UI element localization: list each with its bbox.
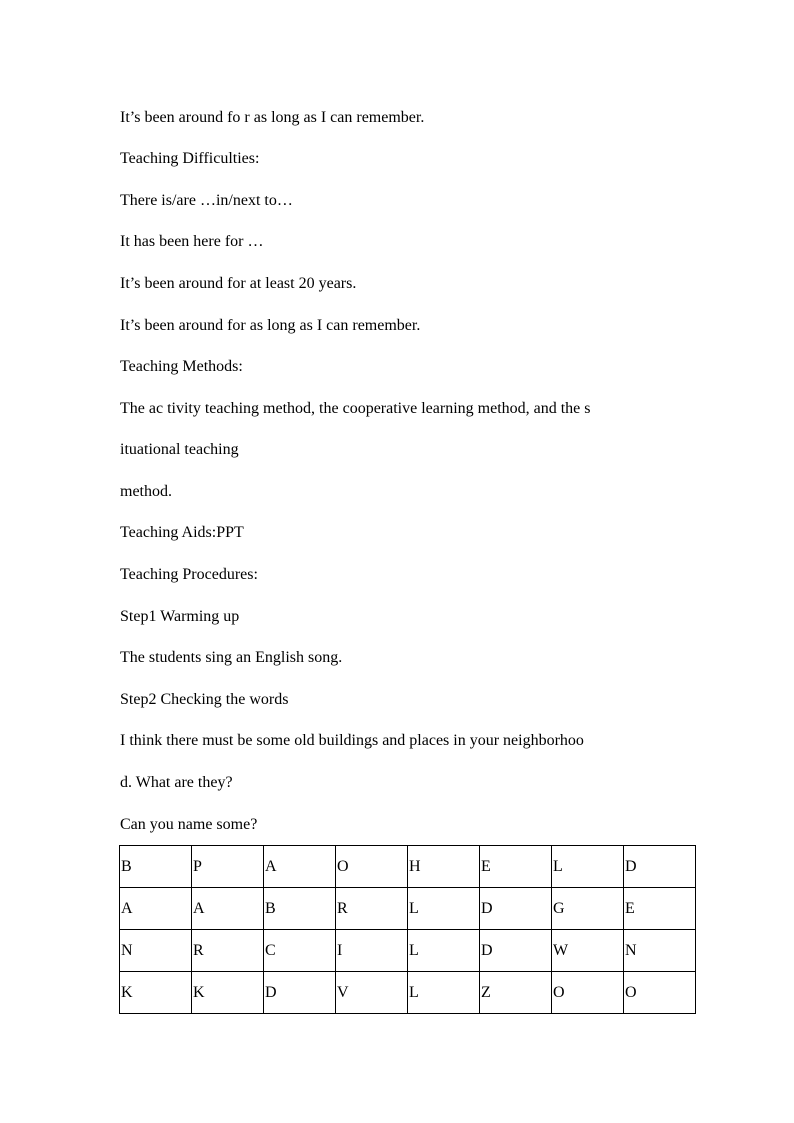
table-cell: A bbox=[192, 888, 264, 930]
table-cell: P bbox=[192, 846, 264, 888]
table-cell: O bbox=[552, 972, 624, 1014]
table-cell: D bbox=[480, 930, 552, 972]
text-line: The students sing an English song. bbox=[120, 649, 343, 666]
text-line: It’s been around fo r as long as I can remember. bbox=[120, 109, 425, 126]
table-cell: I bbox=[336, 930, 408, 972]
table-cell: N bbox=[624, 930, 696, 972]
text-line: It has been here for … bbox=[120, 233, 264, 250]
table-cell: K bbox=[192, 972, 264, 1014]
heading-teaching-methods: Teaching Methods: bbox=[120, 358, 243, 375]
table-row bbox=[120, 888, 696, 930]
table-cell: D bbox=[624, 846, 696, 888]
table-cell: K bbox=[120, 972, 192, 1014]
table-cell: L bbox=[408, 972, 480, 1014]
letter-grid-table bbox=[119, 845, 696, 1014]
table-cell: B bbox=[120, 846, 192, 888]
heading-teaching-difficulties: Teaching Difficulties: bbox=[120, 150, 260, 167]
table-cell: E bbox=[480, 846, 552, 888]
table-cell: N bbox=[120, 930, 192, 972]
table-cell: H bbox=[408, 846, 480, 888]
table-row bbox=[120, 846, 696, 888]
step-heading: Step2 Checking the words bbox=[120, 691, 289, 708]
table-cell: W bbox=[552, 930, 624, 972]
table-cell: A bbox=[264, 846, 336, 888]
table-cell: R bbox=[336, 888, 408, 930]
table-cell: L bbox=[552, 846, 624, 888]
heading-teaching-aids: Teaching Aids:PPT bbox=[120, 524, 244, 541]
table-cell: E bbox=[624, 888, 696, 930]
step-heading: Step1 Warming up bbox=[120, 608, 240, 625]
text-line: There is/are …in/next to… bbox=[120, 192, 293, 209]
table-row bbox=[120, 930, 696, 972]
table-cell: R bbox=[192, 930, 264, 972]
table-cell: D bbox=[264, 972, 336, 1014]
table-cell: C bbox=[264, 930, 336, 972]
text-line: It’s been around for at least 20 years. bbox=[120, 275, 357, 292]
table-row bbox=[120, 972, 696, 1014]
text-line: d. What are they? bbox=[120, 774, 233, 791]
text-line: ituational teaching bbox=[120, 441, 239, 458]
heading-teaching-procedures: Teaching Procedures: bbox=[120, 566, 258, 583]
table-cell: Z bbox=[480, 972, 552, 1014]
text-line: method. bbox=[120, 483, 172, 500]
table-cell: G bbox=[552, 888, 624, 930]
text-line: I think there must be some old buildings and places in your neighborhoo bbox=[120, 732, 584, 749]
table-cell: O bbox=[624, 972, 696, 1014]
table-cell: A bbox=[120, 888, 192, 930]
text-line: Can you name some? bbox=[120, 816, 258, 833]
table-cell: B bbox=[264, 888, 336, 930]
text-line: The ac tivity teaching method, the cooperative learning method, and the s bbox=[120, 400, 591, 417]
table-cell: V bbox=[336, 972, 408, 1014]
table-cell: D bbox=[480, 888, 552, 930]
table-cell: L bbox=[408, 930, 480, 972]
table-cell: O bbox=[336, 846, 408, 888]
text-line: It’s been around for as long as I can remember. bbox=[120, 317, 421, 334]
table-cell: L bbox=[408, 888, 480, 930]
